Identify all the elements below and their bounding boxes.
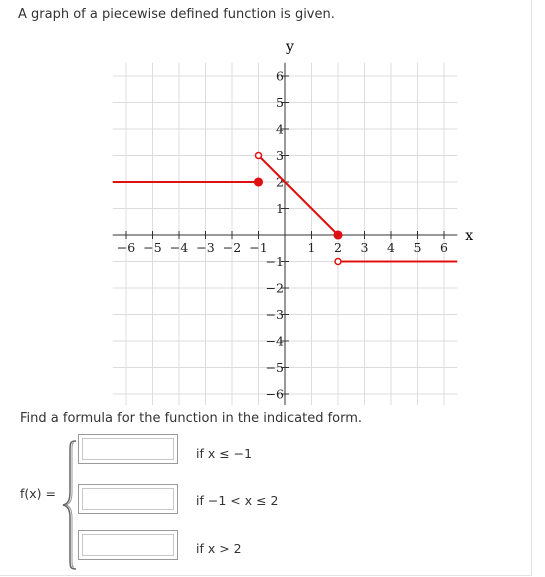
- piece-1-condition: if x ≤ −1: [196, 446, 253, 461]
- piece-3-input[interactable]: [78, 530, 178, 560]
- y-tick-label: −6: [265, 386, 284, 402]
- x-tick-label: 5: [413, 240, 422, 255]
- y-tick-label: −5: [265, 360, 284, 375]
- function-label: f(x) =: [20, 486, 56, 501]
- x-axis-label: x: [465, 228, 474, 244]
- x-tick-label: −3: [196, 240, 215, 255]
- piecewise-brace: [62, 440, 78, 570]
- x-tick-label: −2: [222, 240, 242, 255]
- question-prompt: A graph of a piecewise defined function is given.: [18, 7, 335, 22]
- x-tick-label: −1: [249, 240, 268, 255]
- x-tick-label: 6: [440, 240, 448, 255]
- piece-3-condition: if x > 2: [196, 541, 242, 556]
- instruction-text: Find a formula for the function in the indicated form.: [20, 411, 363, 426]
- x-tick-label: −4: [169, 240, 189, 255]
- y-tick-label: 1: [276, 201, 284, 216]
- piece-2-condition: if −1 < x ≤ 2: [196, 493, 279, 508]
- open-endpoint: [256, 153, 262, 159]
- y-tick-label: 5: [276, 95, 284, 110]
- y-tick-label: 3: [276, 148, 284, 163]
- y-tick-label: −3: [265, 307, 284, 322]
- x-tick-label: 4: [387, 240, 395, 255]
- y-axis-label: y: [286, 38, 294, 55]
- x-tick-label: −6: [116, 240, 136, 255]
- y-tick-label: −4: [265, 333, 284, 349]
- x-tick-label: −5: [143, 240, 162, 255]
- y-tick-label: −2: [265, 280, 284, 296]
- y-tick-label: 2: [276, 174, 284, 190]
- segment-2: [259, 156, 339, 236]
- piece-1-input[interactable]: [78, 434, 178, 464]
- closed-endpoint: [255, 178, 263, 186]
- x-tick-label: 2: [334, 240, 342, 255]
- y-tick-label: 4: [276, 121, 284, 137]
- open-endpoint: [335, 259, 341, 265]
- y-tick-label: 6: [276, 68, 284, 84]
- graph-axes: [113, 63, 458, 405]
- closed-endpoint: [334, 231, 342, 239]
- x-tick-label: 1: [307, 240, 316, 255]
- piece-2-input[interactable]: [78, 484, 178, 514]
- x-tick-label: 3: [360, 240, 369, 255]
- y-tick-label: −1: [265, 254, 284, 269]
